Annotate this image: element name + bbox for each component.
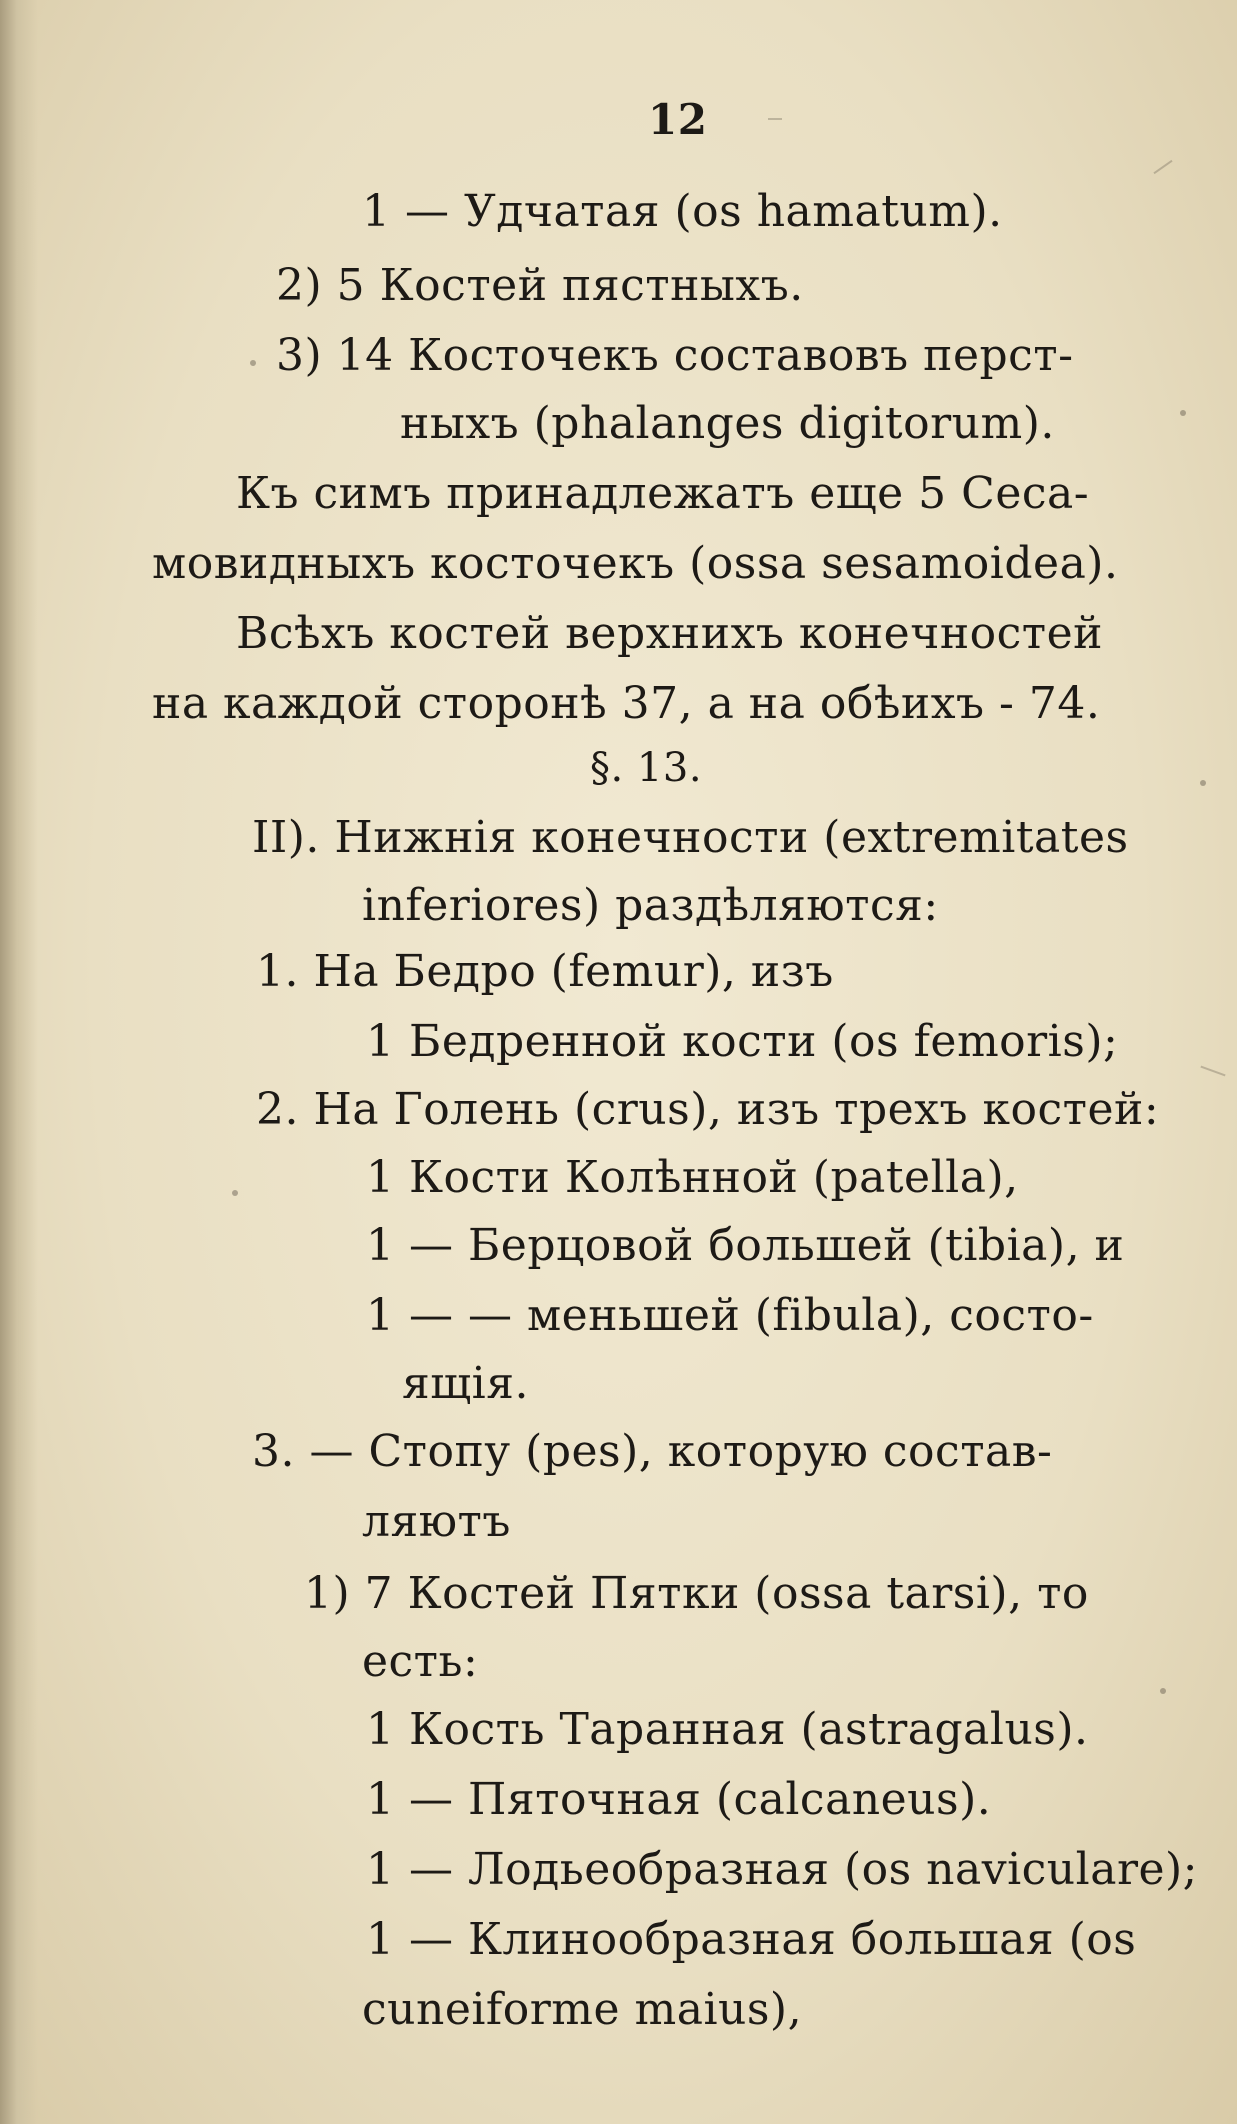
text-line: на каждой сторонѣ 37, а на обѣихъ - 74. <box>152 678 1101 729</box>
paper-speck <box>1200 780 1206 786</box>
text-line: cuneiforme maius), <box>362 1984 803 2035</box>
text-line: 1 — — меньшей (fibula), состо- <box>366 1290 1094 1341</box>
text-line: 1) 7 Костей Пятки (ossa tarsi), то <box>304 1568 1089 1619</box>
paper-speck <box>1160 1688 1166 1694</box>
text-line: 2. На Голень (crus), изъ трехъ костей: <box>256 1084 1160 1135</box>
page-edge-shadow <box>0 0 38 2124</box>
text-line: ящія. <box>402 1358 529 1409</box>
text-line: 3) 14 Косточекъ составовъ перст- <box>276 330 1074 381</box>
text-line: ныхъ (phalanges digitorum). <box>400 398 1055 449</box>
paper-speck <box>250 360 256 366</box>
text-line: 1 — Удчатая (os hamatum). <box>362 186 1003 237</box>
section-heading: §. 13. <box>590 745 703 791</box>
text-line: ляютъ <box>362 1496 511 1547</box>
text-line: II). Нижнія конечности (extremitates <box>252 812 1129 863</box>
text-line: 1 — Берцовой большей (tibia), и <box>366 1220 1125 1271</box>
paper-mark <box>768 118 782 120</box>
text-line: 1 — Клинообразная большая (os <box>366 1914 1137 1965</box>
text-line: inferiores) раздѣляются: <box>362 880 939 931</box>
text-line: Къ симъ принадлежатъ еще 5 Сеса- <box>236 468 1090 519</box>
text-line: 1 — Пяточная (calcaneus). <box>366 1774 992 1825</box>
text-line: 2) 5 Костей пястныхъ. <box>276 260 804 311</box>
paper-speck <box>1180 410 1186 416</box>
text-line: 3. — Стопу (pes), которую состав- <box>252 1426 1053 1477</box>
text-line: есть: <box>362 1636 479 1687</box>
paper-mark <box>1200 1066 1225 1077</box>
text-line: 1. На Бедро (femur), изъ <box>256 946 834 997</box>
text-line: 1 — Лодьеобразная (os naviculare); <box>366 1844 1199 1895</box>
page-number: 12 <box>648 95 708 144</box>
text-line: мовидныхъ косточекъ (ossa sesamoidea). <box>152 538 1119 589</box>
text-line: Всѣхъ костей верхнихъ конечностей <box>236 608 1103 659</box>
text-line: 1 Кость Таранная (astragalus). <box>366 1704 1089 1755</box>
paper-mark <box>1153 160 1172 174</box>
text-line: 1 Кости Колѣнной (patella), <box>366 1152 1019 1203</box>
paper-speck <box>232 1190 238 1196</box>
text-line: 1 Бедренной кости (os femoris); <box>366 1016 1119 1067</box>
